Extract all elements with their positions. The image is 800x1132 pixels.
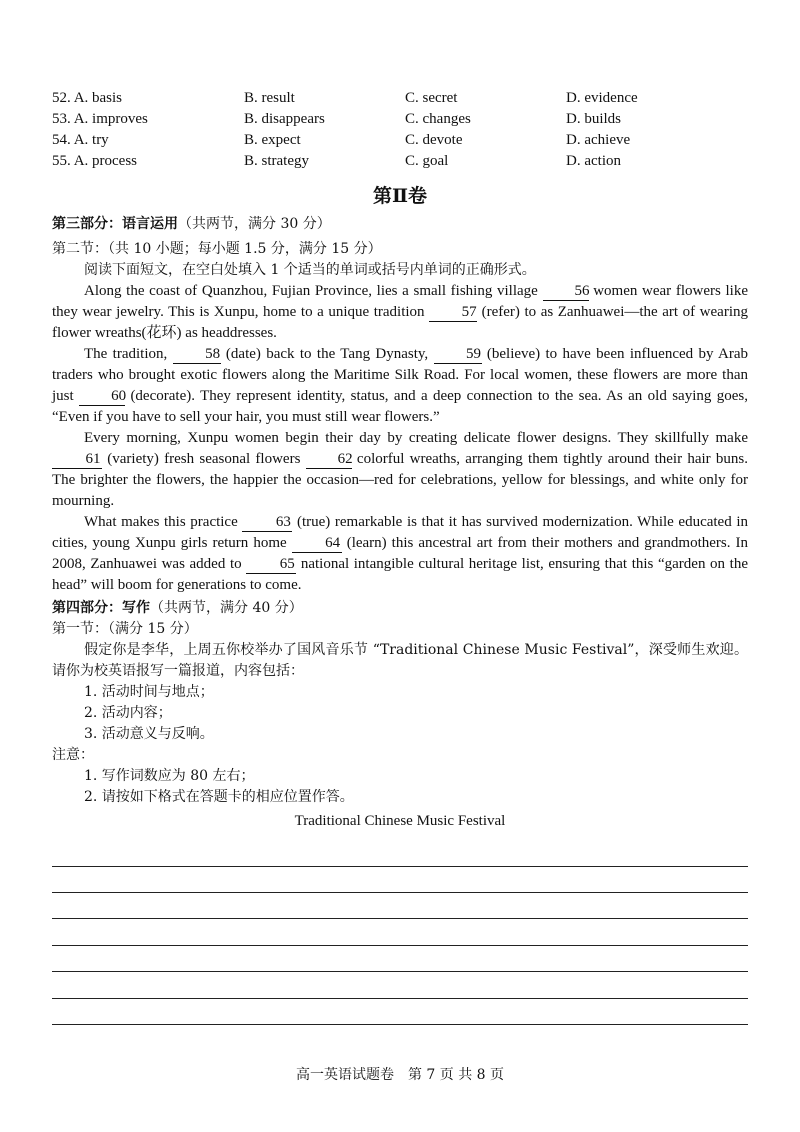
passage-paragraph-4 [52, 512, 748, 596]
answer-line [52, 945, 748, 946]
answer-line [52, 1024, 748, 1025]
question-number: 53. [52, 111, 71, 127]
option-b: B. disappears [244, 111, 325, 127]
option-d: D. builds [566, 111, 622, 127]
blank-59: 59 [434, 346, 482, 364]
option-a-text: A. basis [73, 90, 123, 106]
answer-line [52, 971, 748, 972]
option-row [52, 88, 748, 109]
option-a-text: A. process [73, 153, 138, 169]
blank-63: 63 [242, 514, 292, 532]
volume-title: 第Ⅱ卷 [372, 185, 427, 207]
option-row [52, 109, 748, 130]
option-c: C. devote [405, 132, 463, 148]
part3-title: 第三部分：语言运用 [52, 216, 178, 232]
option-c: C. secret [405, 90, 458, 106]
option-c: C. goal [405, 153, 449, 169]
prompt-item: 2. 活动内容； [84, 705, 172, 721]
answer-line [52, 866, 748, 867]
section2-heading: 第二节：（共 10 小题；每小题 1.5 分，满分 15 分） [52, 241, 382, 257]
blank-60: 60 [79, 388, 125, 406]
option-a [52, 109, 244, 130]
part4-heading [52, 598, 748, 619]
blank-57: 57 [429, 304, 477, 322]
passage-paragraph-1 [52, 281, 748, 344]
question-number: 55. [52, 153, 71, 169]
option-b: B. result [244, 90, 295, 106]
notice-item: 2. 请按如下格式在答题卡的相应位置作答。 [84, 789, 354, 805]
answer-line [52, 892, 748, 893]
text: (believe) to have been influenced by Arab traders who brought exotic flowers along the Maritime Silk Road. For local women, these flowers are more than just [52, 346, 748, 404]
text: The tradition, [84, 346, 173, 362]
option-a [52, 88, 244, 109]
exam-page [52, 88, 748, 832]
option-d: D. evidence [566, 90, 638, 106]
option-row [52, 130, 748, 151]
text: Every morning, Xunpu women begin their day by creating delicate flower designs. They skillfully make [84, 430, 748, 446]
part3-heading [52, 214, 748, 235]
page-footer: 高一英语试题卷 第 7 页 共 8 页 [295, 1067, 505, 1083]
part3-note: （共两节，满分 30 分） [178, 216, 331, 232]
notice-item: 1. 写作词数应为 80 左右； [84, 768, 255, 784]
part4-title: 第四部分：写作 [52, 600, 150, 616]
prompt-item: 1. 活动时间与地点； [84, 684, 214, 700]
option-b: B. expect [244, 132, 301, 148]
text: women wear flowers like they wear jewelry. This is Xunpu, home to a unique tradition [52, 283, 748, 320]
blank-62: 62 [306, 451, 352, 469]
answer-line [52, 998, 748, 999]
part4-note: （共两节，满分 40 分） [150, 600, 303, 616]
question-number: 54. [52, 132, 71, 148]
option-a-text: A. improves [73, 111, 148, 127]
writing-prompt: 假定你是李华，上周五你校举办了国风音乐节 “Traditional Chinese Music Festival”，深受师生欢迎。请你为校英语报写一篇报道，内容包括： [52, 642, 748, 679]
text: (decorate). They represent identity, status, and a deep connection to the sea. As an old saying goes, “Even if you have to sell your hair, you must still wear flowers.” [52, 388, 748, 425]
option-a-text: A. try [73, 132, 109, 148]
option-d: D. achieve [566, 132, 631, 148]
text: (refer) to as Zanhuawei—the art of wearing flower wreaths(花环) as headdresses. [52, 304, 748, 341]
prompt-item: 3. 活动意义与反响。 [84, 726, 214, 742]
instruction: 阅读下面短文，在空白处填入 1 个适当的单词或括号内单词的正确形式。 [84, 262, 536, 278]
section1-heading: 第一节：（满分 15 分） [52, 621, 198, 637]
options-block [52, 88, 748, 172]
blank-58: 58 [173, 346, 221, 364]
passage-paragraph-2 [52, 344, 748, 428]
blank-61: 61 [52, 451, 102, 469]
option-a [52, 151, 244, 172]
option-d: D. action [566, 153, 621, 169]
essay-title: Traditional Chinese Music Festival [294, 813, 506, 829]
option-c: C. changes [405, 111, 471, 127]
text: (variety) fresh seasonal flowers [102, 451, 306, 467]
notice-label: 注意： [52, 747, 94, 763]
text: Along the coast of Quanzhou, Fujian Province, lies a small fishing village [84, 283, 543, 299]
text: (date) back to the Tang Dynasty, [220, 346, 434, 362]
blank-56: 56 [543, 283, 589, 301]
text: (learn) this ancestral art from their mothers and grandmothers. In 2008, Zanhuawei was added to [52, 535, 748, 572]
text: colorful wreaths, arranging them tightly around their hair buns. The brighter the flowers, the happier the occasion—red for celebrations, yellow for blessings, and white only for mourning. [52, 451, 748, 509]
text: (true) remarkable is that it has survived modernization. While educated in cities, young Xunpu girls return home [52, 514, 748, 551]
text: What makes this practice [84, 514, 243, 530]
blank-65: 65 [246, 556, 296, 574]
option-row [52, 151, 748, 172]
text: national intangible cultural heritage list, ensuring that this “garden on the head” will boom for generations to come. [52, 556, 748, 593]
passage-paragraph-3 [52, 428, 748, 512]
answer-line [52, 918, 748, 919]
question-number: 52. [52, 90, 71, 106]
option-a [52, 130, 244, 151]
blank-64: 64 [292, 535, 342, 553]
option-b: B. strategy [244, 153, 309, 169]
